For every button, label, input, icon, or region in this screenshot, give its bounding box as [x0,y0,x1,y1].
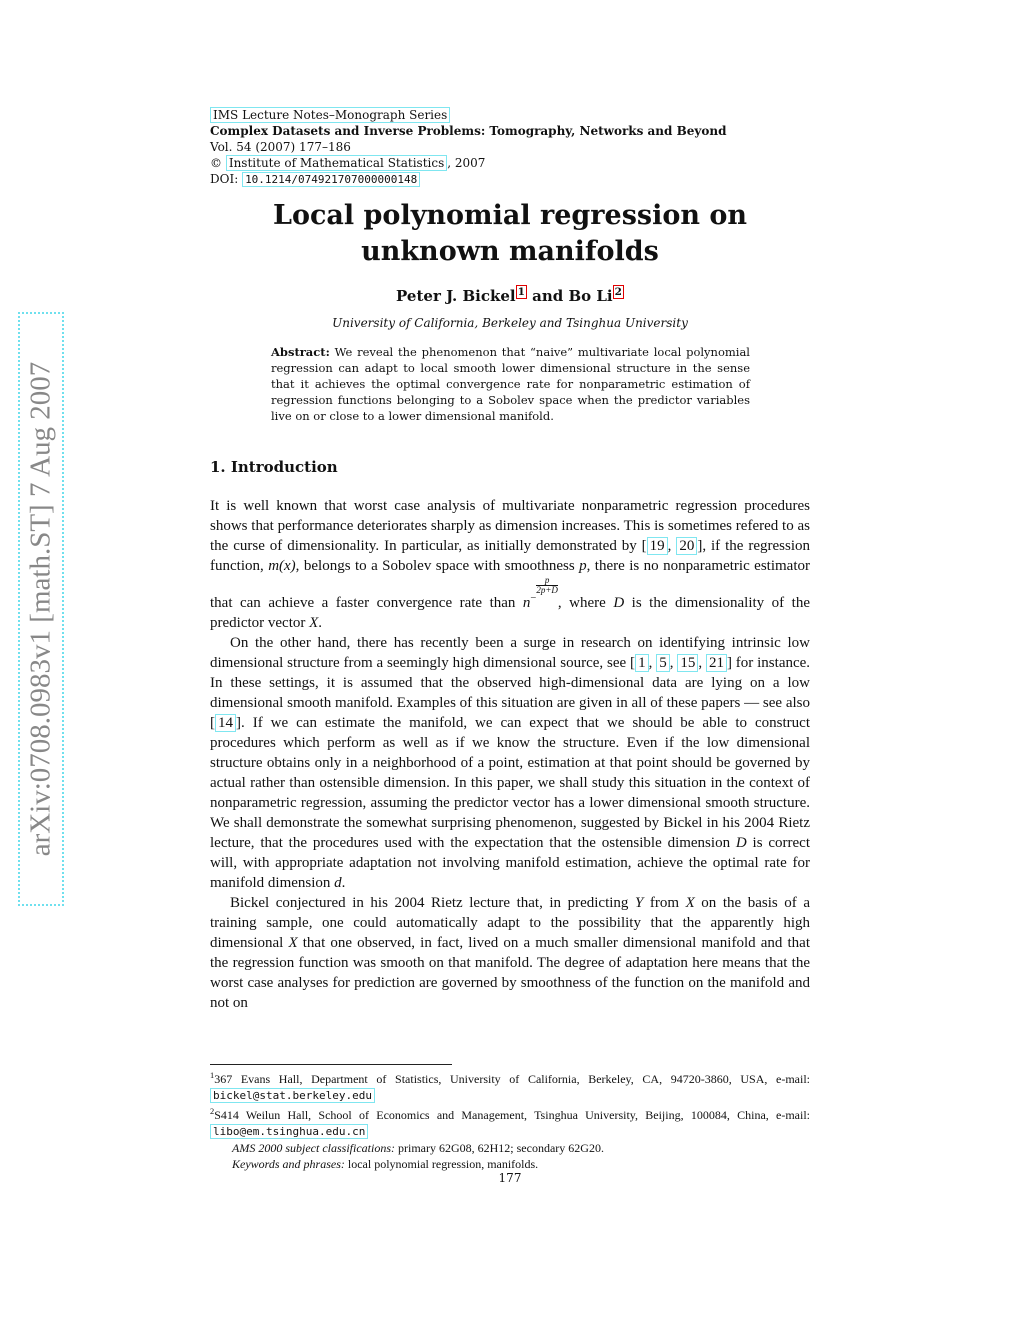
copyright-year: , 2007 [447,156,486,170]
copyright-symbol: © [210,156,222,170]
paragraph-2: On the other hand, there has recently been a surge in research on identifying intrinsic low dimensional structure from a seemingly high dimensional source, see [ 1 , 5 , 15 , 21 ] for instance. In these settings, it is assumed that the observed high-dimensional data are lying on a low dimensional smooth manifold. Examples of this situation are given in all of these papers — see also [ 14 ]. If we can estimate the manifold, we can expect that we should be able to construct procedures which perform as well as if we know the structure. Even if the low dimensional structure obtains only in a neighborhood of a point, estimation at that point should be governed by actual rather than ostensible dimension. In this paper, we shall study this situation in the context of nonparametric regression, assuming the predictor vector has a lower dimensional smooth structure. We shall demonstrate the somewhat surprising phenomenon, suggested by Bickel in his 2004 Rietz lecture, that the procedures used with the expectation that the ostensible dimension D is correct will, with appropriate adaptation not involving manifold estimation, achieve the optimal rate for manifold dimension d. [210,635,811,891]
volume-info: Vol. 54 (2007) 177–186 [210,140,351,154]
keywords: Keywords and phrases: local polynomial regression, manifolds. [232,1157,539,1171]
author-bickel: Peter J. Bickel [396,287,516,305]
abstract-label: Abstract: [271,345,330,359]
citation-5[interactable]: 5 [656,654,670,672]
affiliation: University of California, Berkeley and Tsinghua University [332,316,688,330]
footnote-1: $^1$367 Evans Hall, Department of Statistics, University of California, Berkeley, CA, 94720-3860, USA, e-mail: bickel@stat.berkeley.edu [210,1071,810,1102]
math-exponent-fraction: $\frac{p}{2p+D}$ [536,575,558,595]
arxiv-sidebar-stamp[interactable] [18,312,64,906]
paragraph-1: It is well known that worst case analysis of multivariate nonparametric regression procedures shows that performance deteriorates sharply as dimension increases. This is sometimes refered to as the curse of dimensionality. In particular, as initially demonstrated by [ 19 , 20 ], if the regression function, m(x), belongs to a Sobolev space with smoothness p, there is no nonparametric estimator that can achieve a faster convergence rate than $n^{- \frac{p}{2p+D}}$, where D is the dimensionality of the predictor vector X. [210,498,810,631]
doi-link[interactable]: 10.1214/074921707000000148 [242,172,420,187]
email-li-link[interactable]: libo@em.tsinghua.edu.cn [210,1124,368,1139]
footnote-divider [210,1064,452,1065]
introduction-body [210,496,810,1013]
footnote-link-2[interactable]: 2 [614,286,622,298]
citation-19[interactable]: 19 [647,537,668,555]
arxiv-id: arXiv:0708.0983v1 [math.ST] 7 Aug 2007 [24,361,57,857]
citation-14[interactable]: 14 [215,714,236,732]
paper-title: Local polynomial regression on unknown manifolds [272,200,748,267]
citation-15[interactable]: 15 [677,654,698,672]
citation-20[interactable]: 20 [676,537,697,555]
footnote-link-1[interactable]: 1 [517,286,525,298]
citation-21[interactable]: 21 [706,654,727,672]
email-bickel-link[interactable]: bickel@stat.berkeley.edu [210,1088,375,1103]
publisher-link[interactable]: Institute of Mathematical Statistics [226,155,447,171]
math-m-of-x: m(x) [268,558,296,574]
publication-header [210,107,726,188]
authors: Peter J. Bickel $^1$ and Bo Li $^2$ [396,286,622,305]
footnote-2: $^2$S414 Weilun Hall, School of Economics and Management, Tsinghua University, Beijing, 100084, China, e-mail: libo@em.tsinghua.edu.cn [210,1107,810,1138]
section-heading-introduction: 1. Introduction [210,458,338,476]
abstract [271,344,750,424]
author-li: Bo Li [568,287,613,305]
footnotes [210,1068,810,1172]
doi-label: DOI: [210,172,243,186]
paragraph-3: Bickel conjectured in his 2004 Rietz lecture that, in predicting Y from X on the basis of a training sample, one could automatically adapt to the possibility that the apparently high dimensional X that one observed, in fact, lived on a much smaller dimensional manifold and that the regression function was smooth on that manifold. The degree of adaptation here means that the worst case analyses for prediction are governed by smoothness of the function on the manifold and not on [210,895,811,1011]
math-rate: n [522,595,531,611]
citation-1[interactable]: 1 [635,654,649,672]
abstract-text: We reveal the phenomenon that “naive” multivariate local polynomial regression can adapt to local smooth lower dimensional structure in the sense that it achieves the optimal convergence rate for nonparametric estimation of regression functions belonging to a Sobolev space when the predictor variables live on or close to a lower dimensional manifold. [271,345,750,423]
page-number: 177 [498,1171,522,1185]
book-title: Complex Datasets and Inverse Problems: Tomography, Networks and Beyond [210,124,727,138]
series-link[interactable]: IMS Lecture Notes–Monograph Series [210,107,450,123]
ams-classification: AMS 2000 subject classifications: primary 62G08, 62H12; secondary 62G20. [232,1141,604,1155]
